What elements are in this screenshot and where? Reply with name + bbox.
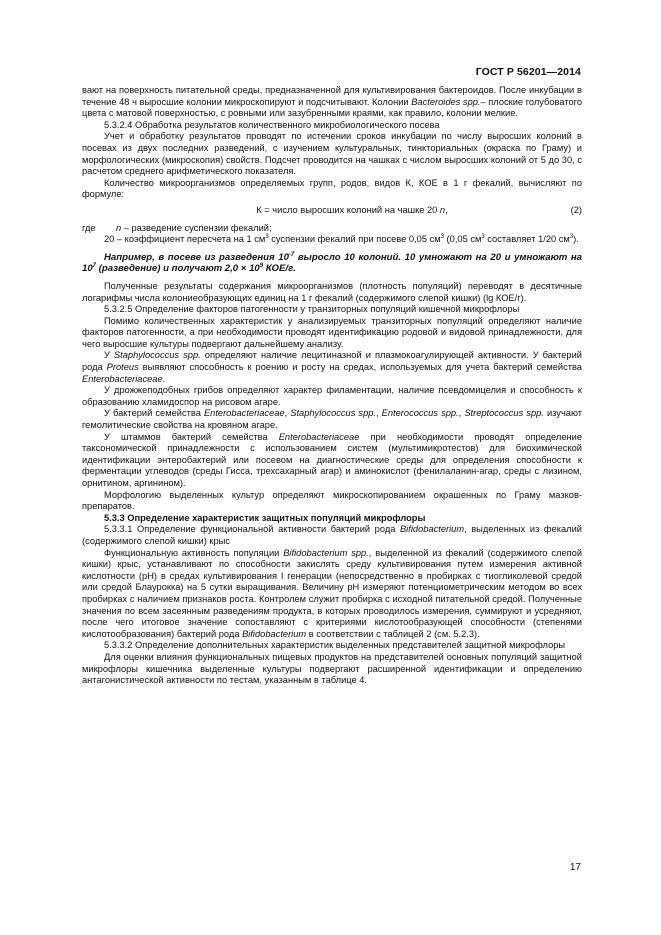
paragraph: вают на поверхность питательной среды, предназначенной для культивирования бактероидов. После инкубации в течение 48 ч выросшие колонии микроскопируют и подсчитывают. Колонии Bacteroides spp.– плоские голубоватого цвета с матовой поверхностью, с ровными или зазубренными краями, как правило, колонии мелкие. [82, 85, 582, 119]
standard-header: ГОСТ Р 56201—2014 [475, 66, 581, 78]
paragraph: Морфологию выделенных культур определяют микроскопированием окрашенных по Граму мазков-препаратов. [82, 489, 582, 512]
paragraph: Полученные результаты содержания микроорганизмов (плотность популяций) переводят в десятичные логарифмы числа колониеобразующих единиц на 1 г фекалий (содержимого слепой кишки) (lg КОЕ/г). [82, 280, 582, 303]
formula: К = число выросших колоний на чашке 20 n, (2) [256, 204, 582, 215]
section-heading-5-3-2-5: 5.3.2.5 Определение факторов патогенности у транзиторных популяций кишечной микрофлоры [104, 304, 520, 315]
example-note: Например, в посеве из разведения $10^{-7}$ выросло 10 колоний. 10 умножают на 20 и умножают на $10^7$ (разведение) и получают $2,0 \times 10^9$ КОЕ/г. [82, 251, 582, 275]
document-body [82, 85, 582, 687]
formula-number: (2) [570, 204, 582, 215]
paragraph: Для оценки влияния функциональных пищевых продуктов на представителей основных популяций защитной микрофлоры кишечника выделенные культуры подвергают расширенной идентификации и определению антагонистической активности по тестам, указанным в таблице 4. [82, 651, 582, 686]
paragraph: У дрожжеподобных грибов определяют характер филаментации, наличие псевдомицелия и способность к образованию хламидоспор на рисовом агаре. [82, 385, 582, 407]
paragraph: У штаммов бактерий семейства Enterobacteriaceae при необходимости проводят определение таксономической принадлежности с использованием систем (мультимикротестов) для биохимической идентификации энтеробактерий или посевом на диагностические среды для определения способности к ферментации углеводов (среды Гисса, трехсахарный агар) и аминокислот (фенилаланин-агар, среды с лизином, орнитином, аргинином). [82, 431, 582, 488]
section-heading-5-3-3-2: 5.3.3.2 Определение дополнительных характеристик выделенных представителей защитной микрофлоры [104, 640, 566, 651]
paragraph: У бактерий семейства Enterobacteriaceae, Staphylococcus spp., Enterococcus spp., Streptococcus spp. изучают гемолитические свойства на кровяном агаре. [82, 408, 582, 431]
paragraph: У Staphylococcus spp. определяют наличие лецитиназной и плазмокоагулирующей активности. У бактерий рода Proteus выявляют способность к роению и росту на средах, используемых для учета бактерий семейства Enterobacteriaceae. [82, 350, 582, 384]
section-heading-5-3-3: 5.3.3 Определение характеристик защитных популяций микрофлоры [104, 512, 426, 523]
paragraph: Учет и обработку результатов проводят по истечении сроков инкубации по числу выросших колоний в посевах из двух последних разведений, с изучением культуральных, тинкториальных (окраска по Граму) и морфологических (микроскопия) свойств. Подсчет проводится на чашках с числом выросших колоний от 5 до 30, с расчетом среднего арифметического показателя. [82, 131, 582, 177]
section-heading-5-3-2-4: 5.3.2.4 Обработка результатов количественного микробиологического посева [104, 119, 440, 130]
page-number: 17 [569, 862, 581, 873]
paragraph: Помимо количественных характеристик у анализируемых транзиторных популяций определяют наличие факторов патогенности, а при необходимости проводят идентификацию родовой и видовой принадлежности, для чего выросшие культуры подвергают дальнейшему анализу. [82, 315, 582, 349]
formula-legend: где n – разведение суспензии фекалий; [82, 222, 272, 233]
section-heading-5-3-3-1: 5.3.3.1 Определение функциональной активности бактерий рода Bifidobacterium, выделенных из фекалий (содержимого слепой кишки) крыс [82, 524, 582, 546]
formula-legend-coef: 20 – коэффициент пересчета на 1 $см^3$ суспензии фекалий при посеве 0,05 $см^3$ (0,05 $см^3$ составляет 1/20 $см^3$). [104, 234, 579, 245]
paragraph: Количество микроорганизмов определяемых групп, родов, видов К, КОЕ в 1 г фекалий, вычисляют по формуле: [82, 177, 582, 200]
paragraph: Функциональную активность популяции Bifidobacterium spp., выделенной из фекалий (содержимого слепой кишки) крыс, устанавливают по способности закислять среду культивирования путем измерения активной кислотности (рН) в средах культивирования I генерации (непосредственно в пробирках с тиогликолевой средой или средой Блаурокка) на 5 сутки выращивания. Величину рН измеряют потенциометрическим методом во всех пробирках с наличием признаков роста. Контролем служит пробирка с исходной питательной средой. Полученные значения по всем засеянным разведениям продукта, в которых проводилось измерения, суммируют и усредняют, после чего итоговое значение сопоставляют с критериями кислотообразующей способности (степенями кислотообразования) бактерий рода Bifidobacterium в соответствии с таблицей 2 (см. 5.2.3). [82, 547, 583, 639]
